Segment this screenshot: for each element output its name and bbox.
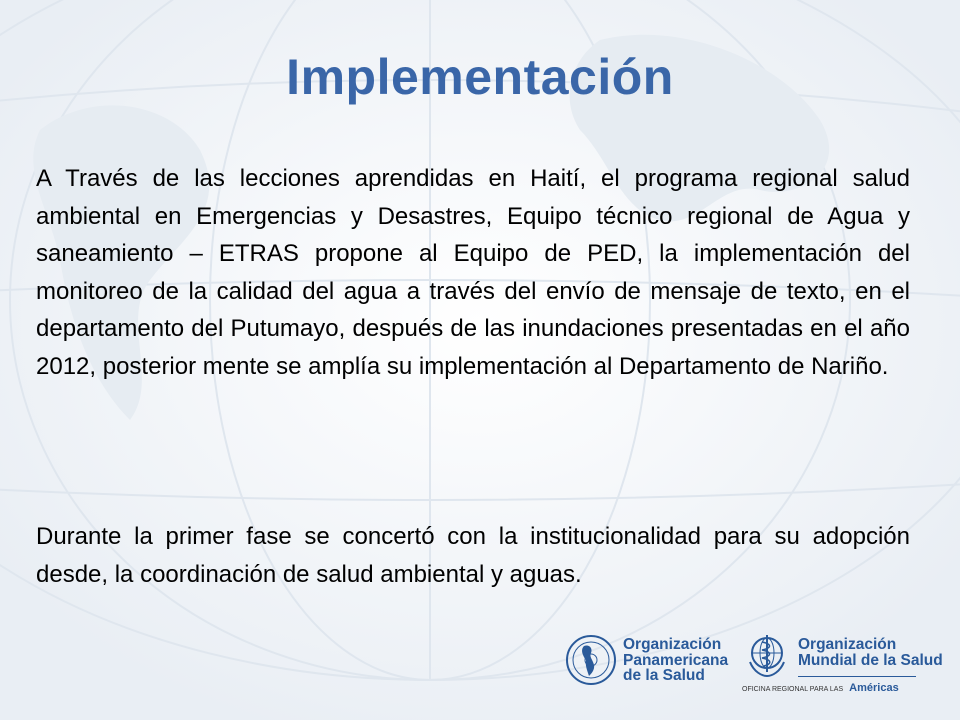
who-emblem-icon (742, 632, 792, 678)
oms-logo-text (798, 637, 943, 668)
paho-logo (565, 632, 730, 694)
ops-line-1: Organización (623, 636, 722, 653)
who-logo (742, 632, 943, 694)
oms-line-1: Organización (798, 636, 897, 653)
ops-emblem-icon (565, 632, 617, 688)
ops-line-3: de la Salud (623, 667, 705, 684)
ops-line-2: Panamericana (623, 651, 729, 669)
ops-logo-text (623, 637, 728, 684)
body-paragraph-1: A Través de las lecciones aprendidas en Haití, el programa regional salud ambiental en Emergencias y Desastres, Equipo técnico regional de Agua y saneamiento – ETRAS propone al Equipo de PED, la implementación del monitoreo de la calidad del agua a través del envío de mensaje de texto, en el departamento del Putumayo, después de las inundaciones presentadas en el año 2012, posterior mente se amplía su implementación al Departamento de Nariño. (36, 165, 910, 380)
oms-regional-line (742, 682, 899, 694)
oms-line-2: Mundial de la Salud (798, 651, 943, 669)
slide-title: Implementación (286, 49, 674, 105)
oms-sub-label: OFICINA REGIONAL PARA LAS (742, 686, 844, 693)
oms-divider (798, 676, 916, 677)
body-paragraph-2: Durante la primer fase se concertó con la institucionalidad para su adopción desde, la coordinación de salud ambiental y aguas. (36, 523, 910, 588)
oms-region: Américas (849, 682, 899, 694)
